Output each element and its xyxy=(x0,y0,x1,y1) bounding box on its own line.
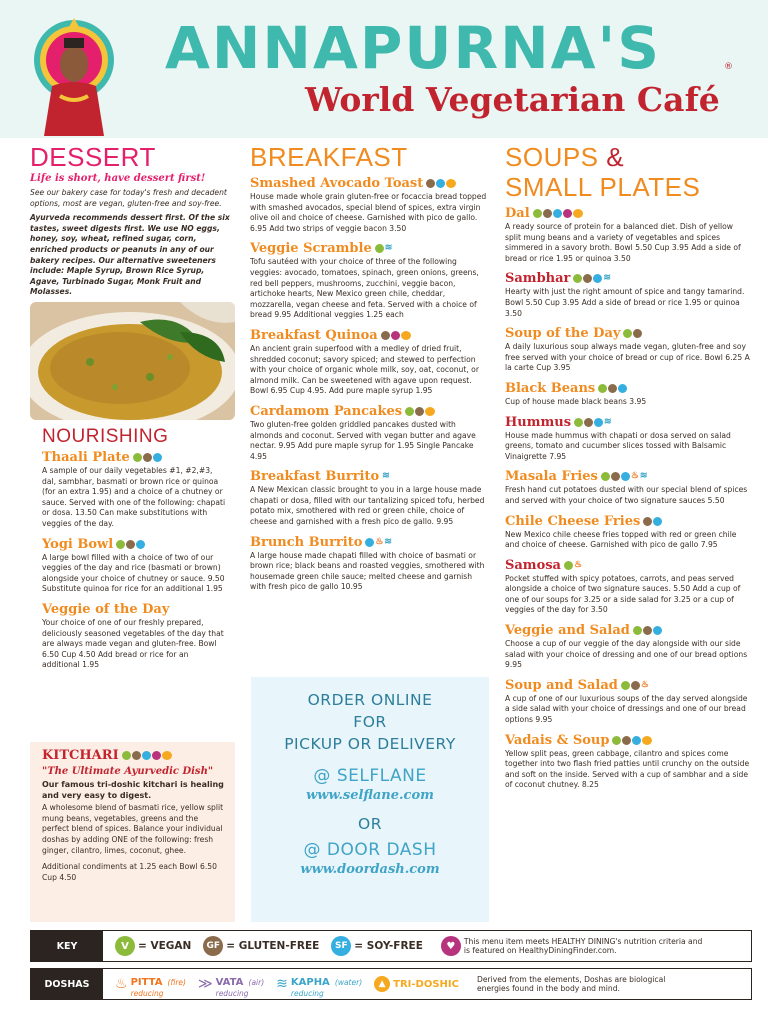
menu-item xyxy=(505,381,750,408)
kapha-icon: ≋ xyxy=(639,471,648,482)
item-name: Samosa xyxy=(505,557,561,573)
item-description: Your choice of one of our freshly prepared, deliciously seasoned vegetables of the day that are always made vegan and gluten-free. Bowl 6.50 Cup 4.50 Add bread or rice for an additional 1.95 xyxy=(42,617,224,670)
vegan-icon xyxy=(623,329,632,338)
item-name: Thaali Plate xyxy=(42,450,130,465)
pitta-icon: ♨ xyxy=(375,536,384,547)
small-plates-title: SMALL PLATES xyxy=(505,172,701,202)
order-line-3: PICKUP OR DELIVERY xyxy=(284,735,456,753)
menu-item xyxy=(505,558,750,616)
header-banner xyxy=(0,0,768,138)
doshas-legend xyxy=(30,968,752,1000)
item-name: Chile Cheese Fries xyxy=(505,513,641,529)
item-description: Pocket stuffed with spicy potatoes, carrots, and peas served alongside a choice of two signature sauces. 5.50 Add a cup of one of our soups for 3.25 or a side salad for 3.25 or a cup of veggies of the day for 3.50 xyxy=(505,573,741,615)
pitta-icon: ♨ xyxy=(573,559,583,570)
soy-free-icon xyxy=(618,384,627,393)
menu-item xyxy=(42,602,227,671)
vata-reducing: reducing xyxy=(215,989,249,998)
gluten-free-icon xyxy=(643,517,652,526)
gluten-free-icon xyxy=(132,751,141,760)
vegan-icon xyxy=(621,681,630,690)
nourishing-section xyxy=(30,420,235,740)
vegan-icon xyxy=(133,453,142,462)
menu-item xyxy=(505,326,750,374)
item-description: A New Mexican classic brought to you in a large house made chapati or dosa, filled with our tantalizing spiced tofu, herbed potato mix, smothered with red or green chile, choice of cheese and garnished with a fresh pico de gallo. 9.95 xyxy=(250,485,485,527)
item-description: Tofu sautéed with your choice of three of the following veggies: avocado, tomatoes, spinach, green onions, greens, red bell peppers, mushrooms, zucchini, veggie bacon, artichoke hearts, New Mexico green chile, cheddar, mozzarella, vegan cheese and feta. Served with a choice of bread 9.95 Additional veggies 1.25 each xyxy=(250,257,479,320)
soy-free-icon xyxy=(153,453,162,462)
gluten-free-label: = GLUTEN-FREE xyxy=(226,940,320,952)
kapha-icon: ≋ xyxy=(604,416,612,427)
diet-icons xyxy=(621,681,649,690)
diet-icons xyxy=(643,517,662,526)
pitta-reducing: reducing xyxy=(130,989,164,998)
gluten-free-icon: GF xyxy=(203,936,223,956)
gluten-free-icon xyxy=(611,472,620,481)
restaurant-name: ANNAPURNA'S xyxy=(165,14,662,82)
diet-icons xyxy=(564,561,582,570)
gluten-free-icon xyxy=(584,418,593,427)
dessert-tagline: Life is short, have dessert first! xyxy=(30,173,206,184)
soy-free-icon xyxy=(593,274,602,283)
selflane-link[interactable]: www.selflane.com xyxy=(306,788,434,803)
item-name: Yogi Bowl xyxy=(42,536,114,552)
gluten-free-icon xyxy=(633,329,642,338)
item-name: Dal xyxy=(505,206,530,221)
soy-free-icon xyxy=(553,209,562,218)
item-name: Breakfast Burrito xyxy=(250,469,380,485)
kapha-element: (water) xyxy=(334,978,363,987)
gluten-free-icon xyxy=(126,540,135,549)
item-description: Cup of house made black beans 3.95 xyxy=(505,396,647,406)
diet-icons xyxy=(574,418,616,427)
dessert-body: Ayurveda recommends dessert first. Of the six tastes, sweet digests first. We use NO eggs, honey, soy, wheat, refined sugar, corn, enriched products or peanuts in any of our bakery recipes. Our alternative sweeteners include: Maple Syrup, Brown Rice Syrup, Agave, Turbinado Sugar, Monk Fruit and Molasses. xyxy=(30,213,230,297)
gluten-free-icon xyxy=(608,384,617,393)
vegan-icon xyxy=(564,561,573,570)
tri-doshic-icon xyxy=(446,179,456,188)
diet-icons xyxy=(122,751,172,760)
diet-icons xyxy=(612,736,652,745)
doordash-link[interactable]: www.doordash.com xyxy=(300,862,440,877)
order-online-box xyxy=(251,677,489,922)
goddess-logo-icon xyxy=(30,8,118,136)
kitchari-description: A wholesome blend of basmati rice, yellow split mung beans, vegetables, greens and the perfect blend of spices. Balance your individual doshas by adding ONE of the following: fresh ginger, cilantro, limes, coconut, ghee. xyxy=(42,803,224,855)
item-name: Black Beans xyxy=(505,380,596,396)
soy-free-icon xyxy=(632,736,641,745)
doshas-label: DOSHAS xyxy=(31,969,103,999)
pitta-icon: ♨ xyxy=(640,679,649,690)
soy-free-icon xyxy=(142,751,151,760)
item-name: Sambhar xyxy=(505,271,571,287)
pitta-element: (fire) xyxy=(167,978,186,987)
menu-item xyxy=(505,678,750,726)
menu-item xyxy=(505,415,750,463)
pitta-label: PITTA xyxy=(130,977,163,988)
item-description: An ancient grain superfood with a medley of dried fruit, shredded coconut; savory spiced; and stewed to perfection with your choice of organic whole milk, soy, oat, coconut, or almond milk. Can be sweetened with agave upon request. Bowl 6.95 Cup 4.95. Add pure maple syrup 1.95 xyxy=(250,343,479,396)
healthy-dining-icon xyxy=(152,751,161,760)
item-description: Yellow split peas, green cabbage, cilantro and spices come together into two flash fried patties until crunchy on the outside and soft on the inside. Served with a cup of sambhar and a side of coconut chutney. 8.25 xyxy=(505,748,750,790)
diet-icons xyxy=(381,331,411,340)
gluten-free-icon xyxy=(426,179,435,188)
menu-item xyxy=(42,537,227,595)
soy-free-icon xyxy=(653,626,662,635)
food-photo xyxy=(30,302,235,420)
gluten-free-icon xyxy=(143,453,152,462)
vegan-icon xyxy=(405,407,414,416)
gluten-free-icon xyxy=(631,681,640,690)
doshas-note: Derived from the elements, Doshas are biological energies found in the body and mind. xyxy=(476,974,666,993)
kitchari-tagline: "The Ultimate Ayurvedic Dish" xyxy=(42,766,214,777)
tri-doshic-icon xyxy=(573,209,583,218)
soy-free-icon xyxy=(594,418,603,427)
kapha-icon: ≋ xyxy=(384,243,393,254)
key-label: KEY xyxy=(31,931,103,961)
item-description: New Mexico chile cheese fries topped with red or green chile and choice of cheese. Garnished with pico de gallo 7.95 xyxy=(505,529,737,550)
diet-icons xyxy=(623,329,642,338)
kapha-reducing: reducing xyxy=(290,989,324,998)
breakfast-section xyxy=(250,142,490,593)
kitchari-section xyxy=(30,742,235,922)
order-line-1: ORDER ONLINE xyxy=(307,691,433,709)
vegan-icon xyxy=(598,384,607,393)
item-description: Two gluten-free golden griddled pancakes dusted with almonds and coconut. Served with vegan butter and agave nectar. 9.95 Add pure maple syrup for 1.95 Single Pancake 4.95 xyxy=(250,419,476,461)
vata-element: (air) xyxy=(248,978,265,987)
item-description: House made whole grain gluten-free or focaccia bread topped with smashed avocados, special blend of spices, extra virgin olive oil and choice of cheese. Garnished with pico de gallo. 6.95 Add two strips of veggie bacon 3.50 xyxy=(250,192,487,233)
item-name: Smashed Avocado Toast xyxy=(250,176,424,191)
soy-free-label: = SOY-FREE xyxy=(354,940,423,952)
item-name: Soup and Salad xyxy=(505,677,618,693)
restaurant-subtitle: World Vegetarian Café xyxy=(305,80,720,119)
menu-item xyxy=(250,404,490,462)
menu-item xyxy=(505,514,750,551)
diet-icons xyxy=(533,209,583,218)
selflane-label: @ SELFLANE xyxy=(313,766,427,786)
diet-icons xyxy=(405,407,435,416)
vegan-icon: V xyxy=(115,936,135,956)
breakfast-title: BREAKFAST xyxy=(250,142,408,172)
menu-item xyxy=(505,206,750,264)
menu-item xyxy=(250,469,490,527)
soy-free-icon: SF xyxy=(331,936,351,956)
kapha-icon: ≋ xyxy=(276,976,288,992)
ampersand: & xyxy=(606,142,625,172)
nourishing-title: NOURISHING xyxy=(42,426,169,447)
vata-icon: ≫ xyxy=(197,976,213,992)
gluten-free-icon xyxy=(415,407,424,416)
soy-free-icon xyxy=(136,540,145,549)
item-description: A daily luxurious soup always made vegan, gluten-free and soy free served with your choice of bread or cup of rice. Bowl 6.25 A la carte Cup 3.95 xyxy=(505,342,750,373)
tri-doshic-icon xyxy=(162,751,172,760)
item-name: Breakfast Quinoa xyxy=(250,327,378,343)
gluten-free-icon xyxy=(381,331,390,340)
item-description: A sample of our daily vegetables #1, #2,#3, dal, sambhar, basmati or brown rice or quinoa (for an extra 1.95) and a choice of a chutney or sauce. Served with one of the following: chapati or dosa. 13.50 Can make substitutions with veggies of the day. xyxy=(42,466,226,528)
gluten-free-icon xyxy=(643,626,652,635)
kapha-icon: ≋ xyxy=(382,471,390,482)
tri-doshic-icon xyxy=(642,736,652,745)
diet-icons xyxy=(375,244,397,253)
vegan-icon xyxy=(122,751,131,760)
healthy-dining-note: This menu item meets HEALTHY DINING's nutrition criteria and is featured on HealthyDiningFinder.com. xyxy=(463,936,703,955)
diet-icons xyxy=(601,472,652,481)
item-name: Veggie Scramble xyxy=(250,241,372,257)
soy-free-icon xyxy=(365,538,374,547)
item-description: House made hummus with chapati or dosa served on salad greens, tomato and cucumber slices tossed with Balsamic Vinaigrette 7.95 xyxy=(505,430,731,461)
kitchari-bowl-image xyxy=(30,302,235,420)
menu-item xyxy=(505,271,750,319)
vegan-icon xyxy=(612,736,621,745)
tri-doshic-icon xyxy=(425,407,435,416)
diet-icons xyxy=(573,274,615,283)
pitta-icon: ♨ xyxy=(115,976,128,992)
item-name: Masala Fries xyxy=(505,469,598,485)
vegan-icon xyxy=(533,209,542,218)
menu-item xyxy=(505,469,750,506)
kitchari-name: KITCHARI xyxy=(42,748,119,763)
item-description: Fresh hand cut potatoes dusted with our special blend of spices and served with your choice of two signature sauces 5.50 xyxy=(505,485,748,505)
kitchari-extra: Additional condiments at 1.25 each Bowl 6.50 Cup 4.50 xyxy=(42,862,217,882)
dessert-title: DESSERT xyxy=(30,142,156,172)
menu-item xyxy=(250,176,490,234)
dessert-intro: See our bakery case for today's fresh and decadent options, most are vegan, gluten-free and soy-free. xyxy=(30,188,227,208)
vegan-icon xyxy=(633,626,642,635)
vegan-icon xyxy=(375,244,384,253)
item-name: Vadais & Soup xyxy=(505,732,610,748)
key-legend xyxy=(30,930,752,962)
registered-mark: ® xyxy=(724,62,733,72)
soy-free-icon xyxy=(621,472,630,481)
diet-icons xyxy=(133,453,162,462)
tri-doshic-icon: ▲ xyxy=(374,976,390,992)
menu-item xyxy=(250,241,490,321)
menu-item xyxy=(250,328,490,397)
menu-item xyxy=(505,623,750,671)
vegan-icon xyxy=(116,540,125,549)
tri-doshic-label: TRI-DOSHIC xyxy=(393,978,459,990)
menu-item xyxy=(505,733,750,791)
menu-item xyxy=(42,450,227,530)
item-name: Brunch Burrito xyxy=(250,534,363,550)
gluten-free-icon xyxy=(583,274,592,283)
diet-icons xyxy=(426,179,456,188)
dessert-section xyxy=(30,142,235,298)
doordash-label: @ DOOR DASH xyxy=(303,840,437,860)
item-description: A large bowl filled with a choice of two of our veggies of the day and rice (basmati or brown) alongside your choice of chutney or sauce. 9.50 Substitute quinoa for rice for an additional 1.95 xyxy=(42,552,225,594)
or-label: OR xyxy=(358,815,382,833)
healthy-dining-icon xyxy=(391,331,400,340)
item-description: A ready source of protein for a balanced diet. Dish of yellow split mung beans and a variety of vegetables and spices simmered in a savory broth. Bowl 5.50 Cup 3.95 Add a side of bread or rice 1.95 or quinoa 3.50 xyxy=(505,222,741,263)
gluten-free-icon xyxy=(543,209,552,218)
diet-icons xyxy=(365,538,396,547)
order-line-2: FOR xyxy=(353,713,387,731)
item-description: A cup of one of our luxurious soups of the day served alongside a side salad with your choice of dressings and one of our bread options 9.95 xyxy=(505,693,748,725)
diet-icons xyxy=(382,472,394,481)
item-description: Hearty with just the right amount of spice and tangy tamarind. Bowl 5.50 Cup 3.95 Add a side of bread or rice 1.95 or quinoa 3.50 xyxy=(505,287,745,318)
item-name: Cardamom Pancakes xyxy=(250,403,403,419)
vegan-icon xyxy=(573,274,582,283)
pitta-icon: ♨ xyxy=(630,471,639,482)
item-name: Veggie of the Day xyxy=(42,601,170,617)
vegan-icon xyxy=(601,472,610,481)
item-name: Soup of the Day xyxy=(505,326,621,342)
soy-free-icon xyxy=(653,517,662,526)
soups-title: SOUPS xyxy=(505,142,599,172)
diet-icons xyxy=(633,626,662,635)
vegan-icon xyxy=(574,418,583,427)
diet-icons xyxy=(598,384,627,393)
menu-item xyxy=(250,535,490,593)
tri-doshic-icon xyxy=(401,331,411,340)
item-name: Veggie and Salad xyxy=(505,623,630,639)
kapha-icon: ≋ xyxy=(384,536,392,547)
soups-section xyxy=(505,142,750,791)
item-description: Choose a cup of our veggie of the day alongside with our side salad with your choice of dressing and one of our bread options 9.95 xyxy=(505,639,748,670)
soy-free-icon xyxy=(436,179,445,188)
healthy-dining-icon xyxy=(563,209,572,218)
item-name: Hummus xyxy=(505,414,572,430)
item-description: A large house made chapati filled with choice of basmati or brown rice; black beans and roasted veggies, smothered with housemade green chile sauce; melted cheese and garnish with fresh pico de gallo 10.95 xyxy=(250,550,485,592)
kapha-label: KAPHA xyxy=(290,977,330,988)
diet-icons xyxy=(116,540,145,549)
kitchari-lead: Our famous tri-doshic kitchari is healing and very easy to digest. xyxy=(42,780,224,800)
kapha-icon: ≋ xyxy=(603,273,611,284)
healthy-dining-icon: ♥ xyxy=(441,936,461,956)
vegan-label: = VEGAN xyxy=(138,940,192,952)
vata-label: VATA xyxy=(215,977,244,988)
gluten-free-icon xyxy=(622,736,631,745)
